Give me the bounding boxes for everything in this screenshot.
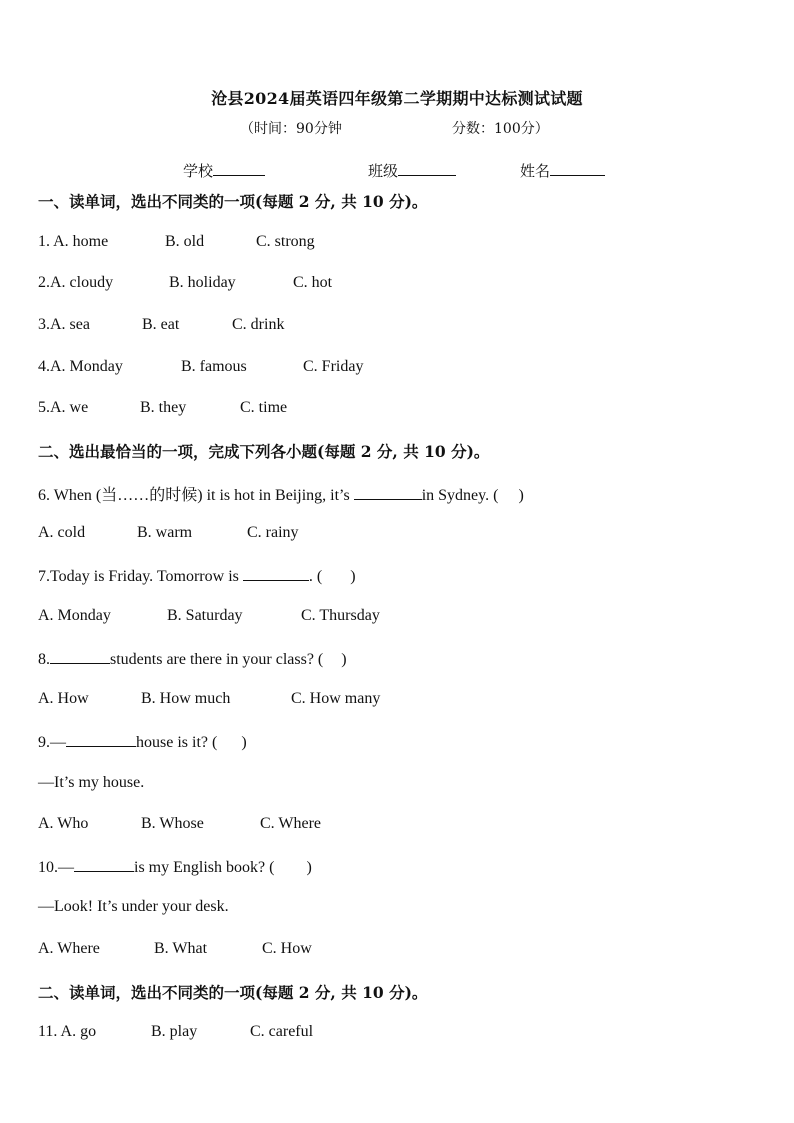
class-blank[interactable] [398, 161, 456, 176]
q6-option-a: A. cold [38, 524, 86, 541]
q7-option-b: B. Saturday [167, 607, 243, 624]
q7-blank[interactable] [243, 566, 309, 581]
q9-blank[interactable] [66, 732, 136, 747]
q7-options [38, 607, 380, 625]
q9-option-b: B. Whose [141, 815, 204, 832]
school-field [183, 160, 265, 181]
q6-options [38, 524, 299, 542]
school-label: 学校 [183, 162, 214, 180]
q9-option-c: C. Where [260, 815, 322, 832]
q9-stem-start: 9.— [38, 734, 66, 751]
q8-option-c: C. How many [291, 690, 381, 707]
q7-paren-close: ) [350, 568, 356, 585]
q3-option-c: C. drink [232, 316, 285, 333]
q10-paren-close: ) [306, 859, 312, 876]
q6-option-b: B. warm [137, 524, 193, 541]
question-4 [38, 358, 363, 376]
section1-heading: 一、读单词，选出不同类的一项(每题 2 分, 共 10 分)。 [38, 192, 428, 211]
q8-blank[interactable] [50, 649, 110, 664]
page-title: 沧县2024届英语四年级第二学期期中达标测试试题 [211, 89, 583, 108]
q4-option-b: B. famous [181, 358, 247, 375]
q1-option-c: C. strong [256, 233, 315, 250]
q8-options [38, 690, 380, 708]
q8-option-b: B. How much [141, 690, 231, 707]
q8-stem-end: students are there in your class? ( [110, 651, 324, 668]
question-10 [38, 857, 312, 877]
question-2 [38, 274, 332, 292]
question-3 [38, 316, 284, 334]
q10-stem-start: 10.— [38, 859, 74, 876]
q5-option-b: B. they [140, 399, 187, 416]
q4-option-c: C. Friday [303, 358, 364, 375]
name-label: 姓名 [520, 162, 551, 180]
q10-option-a: A. Where [38, 940, 100, 957]
q7-option-a: A. Monday [38, 607, 111, 624]
q8-paren-close: ) [341, 651, 347, 668]
q9-options [38, 815, 321, 833]
exam-time: （时间：90分钟 [240, 121, 342, 137]
q3-option-a: 3.A. sea [38, 316, 90, 333]
q10-option-c: C. How [262, 940, 312, 957]
q6-option-c: C. rainy [247, 524, 299, 541]
q9-option-a: A. Who [38, 815, 89, 832]
class-label: 班级 [368, 162, 399, 180]
q7-stem-end: . ( [308, 568, 323, 585]
section2-heading: 二、选出最恰当的一项，完成下列各小题(每题 2 分, 共 10 分)。 [38, 442, 490, 461]
q6-stem-start: 6. When (当……的时候) it is hot in Beijing, it’s [38, 487, 354, 504]
school-blank[interactable] [213, 161, 265, 176]
q1-option-a: 1. A. home [38, 233, 109, 250]
q5-option-c: C. time [240, 399, 288, 416]
q6-stem-end: in Sydney. ( [421, 487, 499, 504]
question-8 [38, 649, 347, 669]
q4-option-a: 4.A. Monday [38, 358, 123, 375]
q9-reply: —It’s my house. [38, 774, 145, 791]
q6-paren-close: ) [518, 487, 524, 504]
q10-stem-end: is my English book? ( [134, 859, 275, 876]
q10-blank[interactable] [74, 857, 134, 872]
q10-options [38, 940, 312, 958]
q9-stem-end: house is it? ( [136, 734, 218, 751]
q11-option-c: C. careful [250, 1023, 314, 1040]
q8-stem-start: 8. [38, 651, 50, 668]
class-field [368, 160, 456, 181]
q2-option-c: C. hot [293, 274, 333, 291]
section3-heading: 二、读单词，选出不同类的一项(每题 2 分, 共 10 分)。 [38, 983, 428, 1002]
q7-stem-start: 7.Today is Friday. Tomorrow is [38, 568, 243, 585]
q5-option-a: 5.A. we [38, 399, 89, 416]
name-field [520, 160, 605, 181]
q7-option-c: C. Thursday [301, 607, 380, 624]
question-11 [38, 1023, 313, 1041]
q2-option-b: B. holiday [169, 274, 236, 291]
question-9 [38, 732, 247, 752]
q1-option-b: B. old [165, 233, 205, 250]
q2-option-a: 2.A. cloudy [38, 274, 114, 291]
q8-option-a: A. How [38, 690, 89, 707]
question-6 [38, 482, 524, 505]
exam-score: 分数：100分） [452, 121, 549, 137]
question-7 [38, 566, 356, 586]
q10-reply: —Look! It’s under your desk. [38, 898, 229, 915]
name-blank[interactable] [550, 161, 605, 176]
q11-option-a: 11. A. go [38, 1023, 97, 1040]
question-1 [38, 233, 315, 251]
q10-option-b: B. What [154, 940, 208, 957]
q3-option-b: B. eat [142, 316, 180, 333]
question-5 [38, 399, 287, 417]
q9-paren-close: ) [241, 734, 247, 751]
q11-option-b: B. play [151, 1023, 198, 1040]
q6-blank[interactable] [354, 485, 422, 500]
